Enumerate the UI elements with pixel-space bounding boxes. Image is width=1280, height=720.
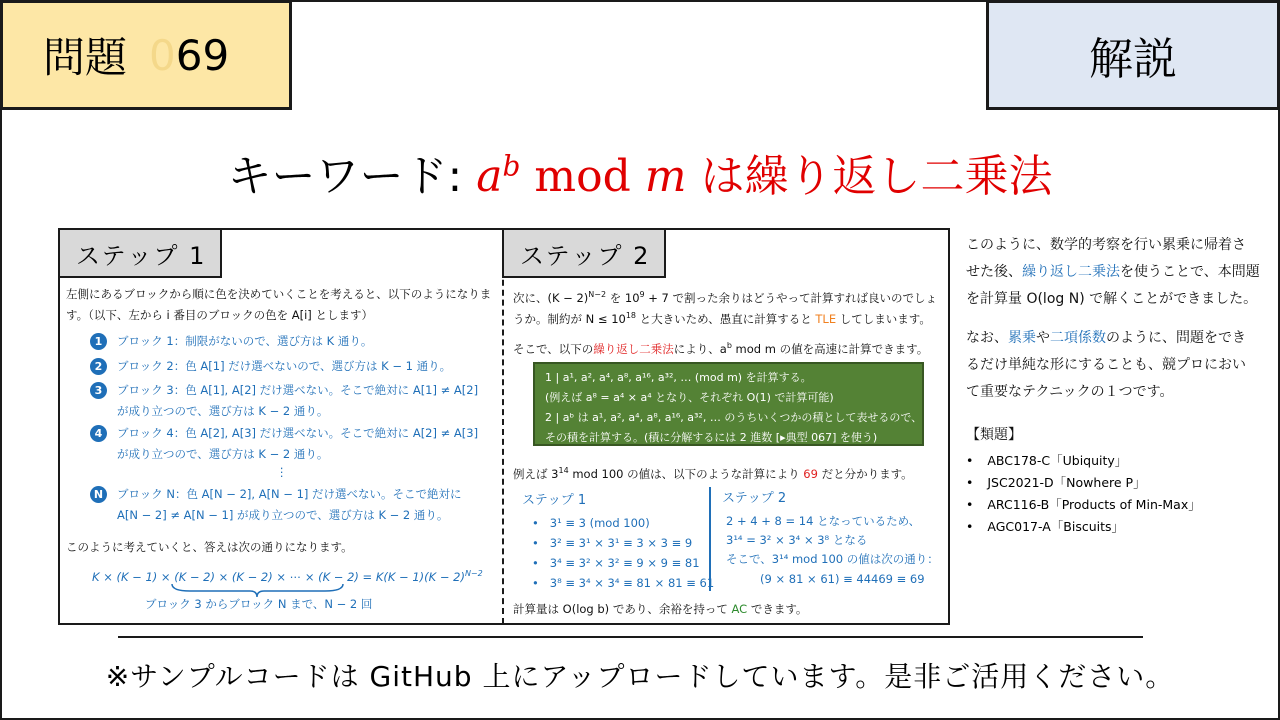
p2c: してしまいます。 <box>836 311 931 326</box>
step1-item-4 <box>90 423 478 444</box>
step1-conclusion: このように考えていくと、答えは次の通りになります。 <box>66 540 353 554</box>
substep1-title: ステップ 1 <box>522 493 587 508</box>
number-4-icon: 4 <box>90 425 107 442</box>
number-3-icon: 3 <box>90 382 107 399</box>
kaisetsu-badge <box>986 0 1280 110</box>
step1-item-3 <box>90 380 478 401</box>
step2-para-3 <box>513 335 928 360</box>
sub1-2: 3⁴ ≡ 3² × 3² ≡ 9 × 9 ≡ 81 <box>549 556 700 570</box>
p3b: により、a <box>673 341 727 356</box>
sub1-0: 3¹ ≡ 3 (mod 100) <box>549 516 650 530</box>
l4b: や <box>1036 330 1050 346</box>
related-item: • JSC2021-D「Nowhere P」 <box>966 472 1201 494</box>
step2-tab <box>502 228 666 278</box>
l2a: せた後、 <box>966 264 1022 280</box>
substep1-line-2: • 3² ≡ 3¹ × 3¹ ≡ 3 × 3 ≡ 9 <box>532 536 693 550</box>
substep-divider <box>709 487 711 591</box>
step1-tab-label: ステップ 1 <box>76 241 207 270</box>
p2b: と大きいため、愚直に計算すると <box>636 311 816 326</box>
substep2-line-2: 3¹⁴ = 3² × 3⁴ × 3⁸ となる <box>726 533 868 547</box>
step1-item-4-text: ブロック 4：色 A[2], A[3] だけ選べない。そこで絶対に A[2] ≠ A[3] <box>117 426 479 440</box>
side-line-3: を計算量 O(log N) で解くことができました。 <box>966 291 1258 307</box>
substep2-line-3: そこで、3¹⁴ mod 100 の値は次の通り： <box>726 552 939 566</box>
substep1-line-4: • 3⁸ ≡ 3⁴ × 3⁴ ≡ 81 × 81 ≡ 61 <box>532 576 715 590</box>
brace-note: ブロック 3 からブロック N まで、N − 2 回 <box>145 597 373 611</box>
title-mod: mod <box>520 151 645 202</box>
l4c: のように、問題をでき <box>1106 330 1246 346</box>
title-a: a <box>476 151 503 202</box>
panel-divider <box>502 230 504 624</box>
step1-item-2-text: ブロック 2：色 A[1] だけ選べないので、選び方は K − 1 通り。 <box>117 359 452 373</box>
p3-red: 繰り返し二乗法 <box>593 341 674 356</box>
last-a: 計算量は O(log b) であり、余裕を持って <box>513 602 732 616</box>
sub1-1: 3² ≡ 3¹ × 3¹ ≡ 3 × 3 ≡ 9 <box>549 536 693 550</box>
title-prefix: キーワード: <box>227 151 477 202</box>
title-suffix: は繰り返し二乗法 <box>686 151 1053 202</box>
title-m: m <box>644 151 687 202</box>
step1-item-1-text: ブロック 1：制限がないので、選び方は K 通り。 <box>117 334 373 348</box>
algo-line-1: 1 | a¹, a², a⁴, a⁸, a¹⁶, a³², … (mod m) を計算する。 <box>545 371 812 384</box>
slide-title <box>0 140 1280 204</box>
number-1-icon: 1 <box>90 333 107 350</box>
substep1-line-3: • 3⁴ ≡ 3² × 3² ≡ 9 × 9 ≡ 81 <box>532 556 700 570</box>
problem-number: 69 <box>175 30 230 80</box>
l4link1: 累乗 <box>1008 330 1036 346</box>
side-line-2 <box>966 259 1260 286</box>
ex-a: 例えば 3 <box>513 466 559 481</box>
step1-intro-1: 左側にあるブロックから順に色を決めていくことを考えると、以下のようになりま <box>66 287 492 301</box>
p1a: 次に、(K − 2) <box>513 290 589 305</box>
substep2-line-1: 2 + 4 + 8 = 14 となっているため、 <box>726 514 921 528</box>
ex-c: だと分かります。 <box>817 466 913 481</box>
side-line-5: るだけ単純な形にすることも、競プロにおい <box>966 357 1246 373</box>
algo-line-4: その積を計算する。(積に分解するには 2 進数 [▸典型 067] を使う) <box>545 431 878 444</box>
p1exp2: 9 <box>639 290 645 299</box>
tle-text: TLE <box>815 311 837 326</box>
l2b: を使うことで、本問題 <box>1120 264 1260 280</box>
side-line-6: て重要なテクニックの１つです。 <box>966 384 1174 400</box>
p2exp: 18 <box>625 311 637 320</box>
sub1-3: 3⁸ ≡ 3⁴ × 3⁴ ≡ 81 × 81 ≡ 61 <box>549 576 715 590</box>
step1-item-n-text: ブロック N：色 A[N − 2], A[N − 1] だけ選べない。そこで絶対に <box>117 487 462 501</box>
side-line-1: このように、数学的考察を行い累乗に帰着さ <box>966 237 1246 253</box>
step1-item-n-cont: A[N − 2] ≠ A[N − 1] が成り立つので、選び方は K − 2 通り。 <box>117 508 449 522</box>
vertical-ellipsis: ⋮ <box>276 465 288 479</box>
footer-note: ※サンプルコードは GitHub 上にアップロードしています。是非ご活用ください。 <box>105 660 1175 693</box>
step1-item-4-cont: が成り立つので、選び方は K − 2 通り。 <box>117 447 329 461</box>
ex-exp: 14 <box>558 466 569 475</box>
problem-label: 問題 <box>43 33 128 82</box>
number-2-icon: 2 <box>90 358 107 375</box>
problem-number-zero: 0 <box>149 30 176 80</box>
p3c: mod m の値を高速に計算できます。 <box>731 341 929 356</box>
algo-line-3: 2 | aᵇ は a¹, a², a⁴, a⁸, a¹⁶, a³², … のうちいくつかの積として表せるので、 <box>545 411 923 424</box>
related-item: • ABC178-C「Ubiquity」 <box>966 450 1201 472</box>
side-line-4 <box>966 325 1246 352</box>
step1-tab <box>58 228 222 278</box>
related-list <box>966 450 1201 538</box>
p1exp: N−2 <box>588 290 607 299</box>
problem-badge <box>0 0 292 110</box>
step2-example <box>513 460 913 485</box>
step1-item-2 <box>90 356 451 377</box>
kaisetsu-label: 解説 <box>1089 34 1177 85</box>
related-title: 【類題】 <box>966 427 1022 443</box>
step1-item-n <box>90 484 462 505</box>
l2link: 繰り返し二乗法 <box>1022 264 1120 280</box>
ex-b: mod 100 の値は、以下のような計算により <box>568 466 804 481</box>
p3exp: b <box>726 341 732 350</box>
title-b: b <box>502 149 521 183</box>
related-item: • AGC017-A「Biscuits」 <box>966 516 1201 538</box>
p2a: うか。制約が N ≤ 10 <box>513 311 626 326</box>
step2-para-2 <box>513 305 931 330</box>
step1-intro-2: す。（以下、左から i 番目のブロックの色を A[i] とします） <box>66 308 373 322</box>
substep2-title: ステップ 2 <box>722 491 787 506</box>
step1-item-3-text: ブロック 3：色 A[1], A[2] だけ選べない。そこで絶対に A[1] ≠ A[2] <box>117 383 479 397</box>
step1-item-3-cont: が成り立つので、選び方は K − 2 通り。 <box>117 404 329 418</box>
l4a: なお、 <box>966 330 1008 346</box>
ac-text: AC <box>731 602 748 616</box>
p1b: を 10 <box>606 290 640 305</box>
substep1-line-1: • 3¹ ≡ 3 (mod 100) <box>532 516 650 530</box>
p1c: + 7 で割った余りはどうやって計算すれば良いのでしょ <box>644 290 938 305</box>
step2-tab-label: ステップ 2 <box>520 241 651 270</box>
step1-item-1 <box>90 331 372 352</box>
substep2-line-4: (9 × 81 × 61) ≡ 44469 ≡ 69 <box>760 572 925 586</box>
step1-formula-text: K × (K − 1) × (K − 2) × (K − 2) × ⋯ × (K − 2) = K(K − 1)(K − 2) <box>92 569 465 584</box>
algorithm-box <box>533 362 924 446</box>
related-item: • ARC116-B「Products of Min-Max」 <box>966 494 1201 516</box>
p3a: そこで、以下の <box>513 341 594 356</box>
step2-complexity <box>513 599 807 620</box>
last-b: できます。 <box>747 602 808 616</box>
footer-rule <box>118 636 1143 638</box>
algo-line-2: (例えば a⁸ = a⁴ × a⁴ となり、それぞれ O(1) で計算可能) <box>545 391 834 404</box>
ex-val: 69 <box>803 466 818 481</box>
number-n-icon: N <box>90 486 107 503</box>
l4link2: 二項係数 <box>1050 330 1106 346</box>
step1-formula-exp: N−2 <box>464 569 483 578</box>
